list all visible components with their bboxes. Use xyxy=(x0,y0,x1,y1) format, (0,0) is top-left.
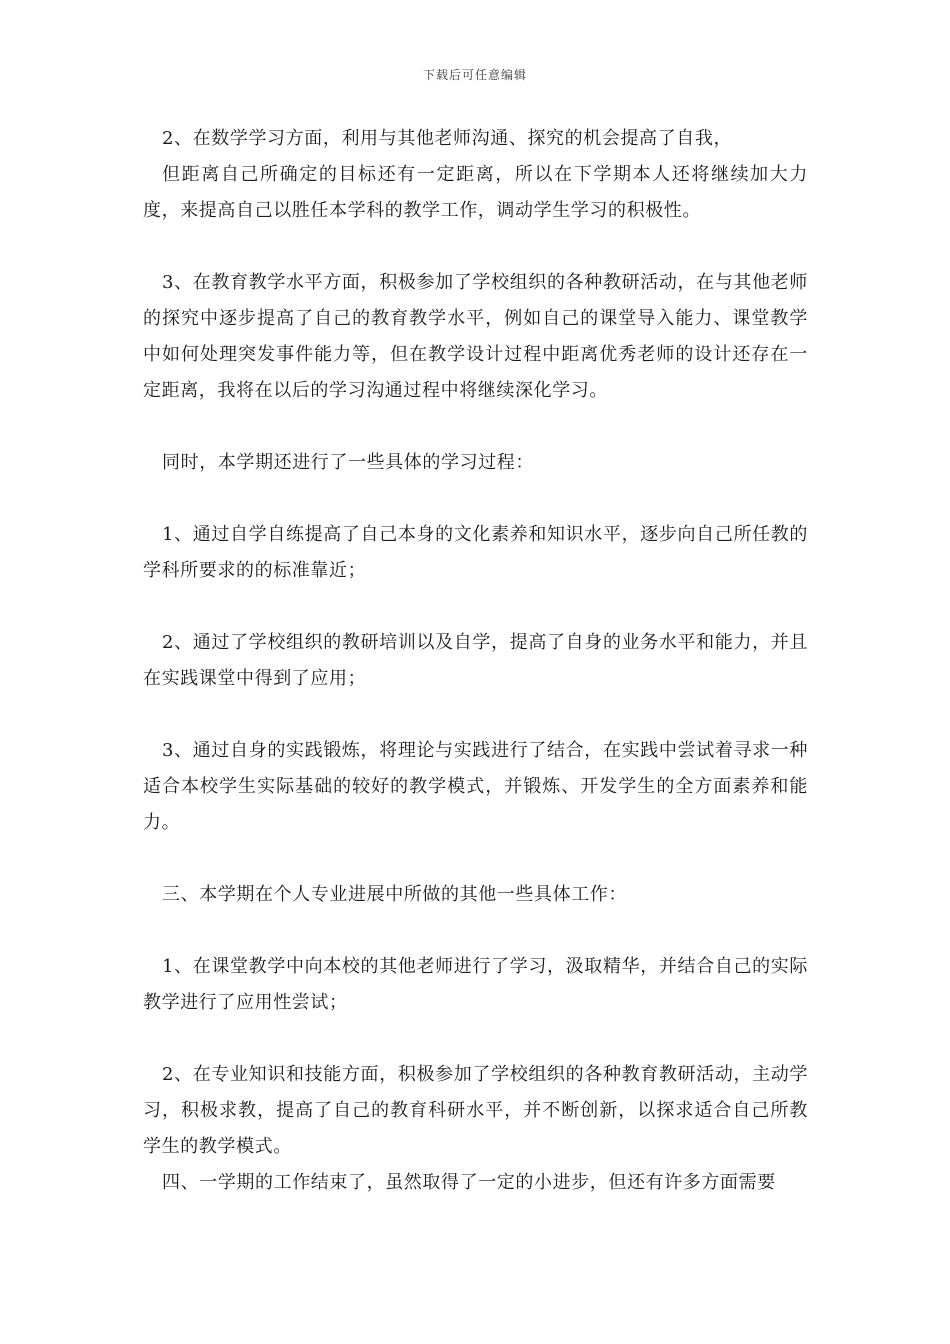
section-heading-other-work: 三、本学期在个人专业进展中所做的其他一些具体工作： xyxy=(162,884,627,905)
paragraph-classroom-learning: 1、在课堂教学中向本校的其他老师进行了学习，汲取精华，并结合自己的实际教学进行了应用性尝试； xyxy=(143,956,808,1013)
paragraph-professional-skills: 2、在专业知识和技能方面，积极参加了学校组织的各种教育教研活动，主动学习，积极求教，提高了自己的教育科研水平，并不断创新，以探求适合自己所教学生的教学模式。 xyxy=(143,1064,808,1157)
paragraph-learning-process-intro: 同时，本学期还进行了一些具体的学习过程： xyxy=(162,452,534,473)
paragraph-math-study: 2、在数学学习方面，利用与其他老师沟通、探究的机会提高了自我， xyxy=(162,128,733,149)
paragraph-self-study: 1、通过自学自练提高了自己本身的文化素养和知识水平，逐步向自己所任教的学科所要求的的标准靠近； xyxy=(143,524,808,581)
paragraph-teaching-level: 3、在教育教学水平方面，积极参加了学校组织的各种教研活动，在与其他老师的探究中逐步提高了自己的教育教学水平，例如自己的课堂导入能力、课堂教学中如何处理突发事件能力等，但在教学设计过程中距离优秀老师的设计还存在一定距离，我将在以后的学习沟通过程中将继续深化学习。 xyxy=(143,272,808,401)
document-body xyxy=(143,121,808,1201)
paragraph-practice: 3、通过自身的实践锻炼，将理论与实践进行了结合，在实践中尝试着寻求一种适合本校学生实际基础的较好的教学模式，并锻炼、开发学生的全方面素养和能力。 xyxy=(143,740,808,833)
paragraph-school-training: 2、通过了学校组织的教研培训以及自学，提高了自身的业务水平和能力，并且在实践课堂中得到了应用； xyxy=(143,632,808,689)
page-header: 下载后可任意编辑 xyxy=(422,68,527,82)
paragraph-math-study-continued: 但距离自己所确定的目标还有一定距离，所以在下学期本人还将继续加大力度，来提高自己以胜任本学科的教学工作，调动学生学习的积极性。 xyxy=(143,164,808,221)
paragraph-summary: 四、一学期的工作结束了，虽然取得了一定的小进步，但还有许多方面需要 xyxy=(162,1172,776,1193)
